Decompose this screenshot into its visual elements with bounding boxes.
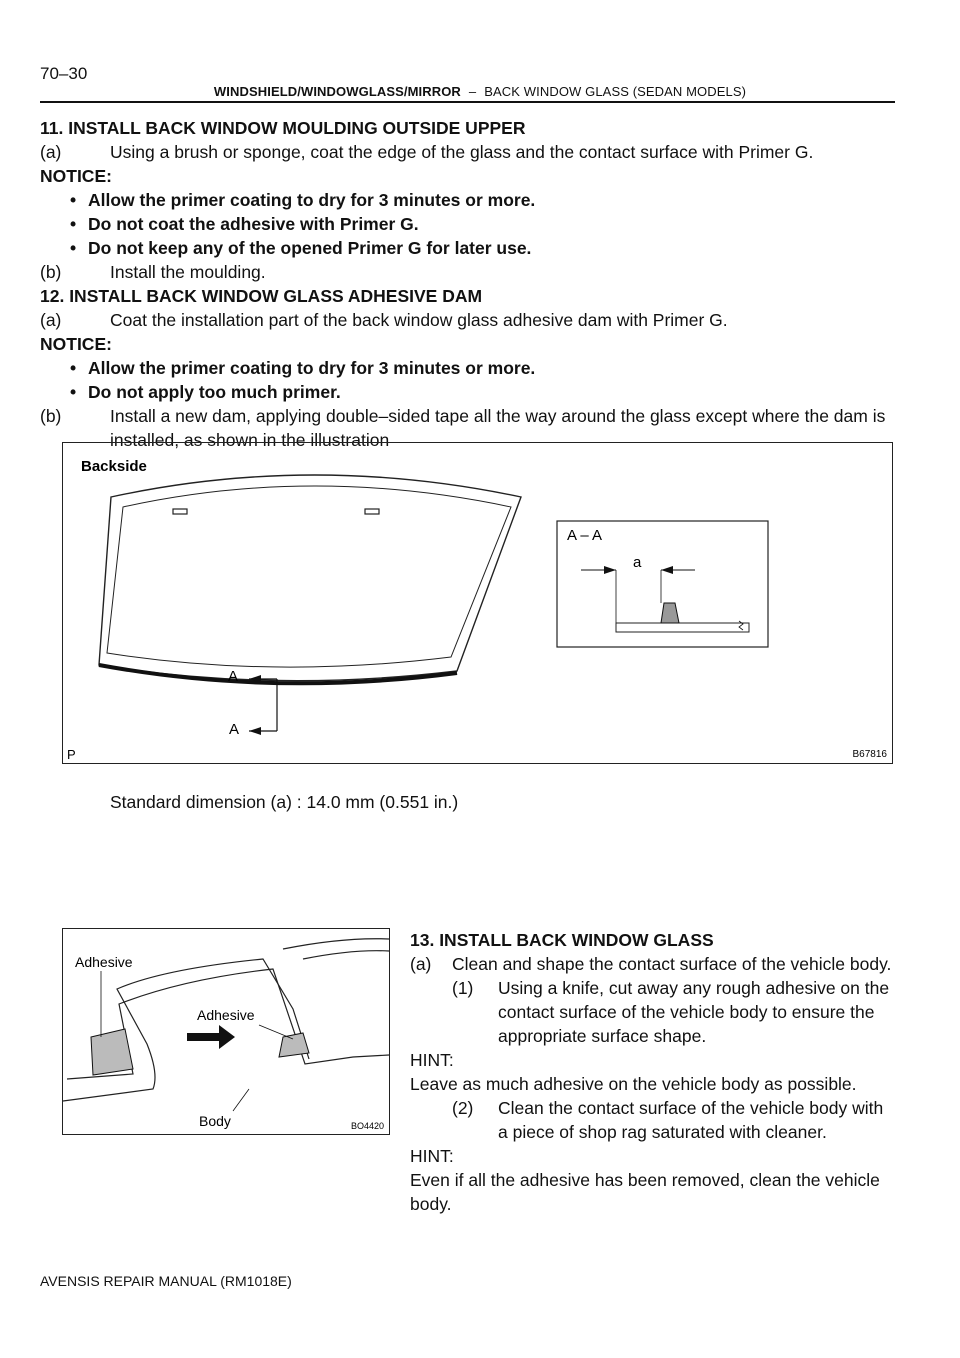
body-panel-top (283, 939, 389, 949)
figure-1-drawing (63, 443, 892, 763)
footer-manual: AVENSIS REPAIR MANUAL (RM1018E) (40, 1273, 292, 1289)
step-11b-label: (b) (40, 262, 62, 282)
hint-2-text-1: Even if all the adhesive has been removed, clean the vehicle (410, 1170, 880, 1190)
step-12a-label: (a) (40, 310, 62, 330)
label-a-top: A (228, 668, 239, 685)
step-13a-text: Clean and shape the contact surface of the vehicle body. (452, 954, 892, 974)
bullet: • (70, 238, 77, 258)
step-13a-2 (452, 1096, 883, 1120)
label-backside: Backside (81, 458, 147, 475)
header-separator: – (468, 84, 477, 99)
leader-adhesive-right (259, 1025, 293, 1039)
step-11-notice-1: • Allow the primer coating to dry for 3 minutes or more. (70, 190, 536, 210)
adhesive-right (279, 1033, 309, 1057)
hint-2-label: HINT: (410, 1146, 454, 1166)
body-panel-top-2 (303, 951, 389, 959)
hint-1-text: Leave as much adhesive on the vehicle body as possible. (410, 1074, 857, 1094)
header-rule (40, 101, 895, 103)
section-arrow-head-bottom (249, 727, 261, 735)
glass-inner-outline (107, 486, 511, 667)
step-12b (40, 404, 885, 428)
label-a-bottom: A (229, 721, 240, 738)
figure-1-code: B67816 (852, 749, 887, 760)
corner-mark: P (67, 747, 76, 762)
step-13a-1-text-1: Using a knife, cut away any rough adhesive on the (498, 978, 890, 998)
hint-2-text-2: body. (410, 1194, 452, 1214)
glass-section (616, 623, 749, 632)
figure-body-adhesive (62, 928, 390, 1135)
step-12b-text-2: installed, as shown in the illustration (110, 430, 390, 450)
step-11a (40, 140, 813, 164)
figure-2-code: BO4420 (351, 1121, 385, 1131)
step-13a-2-label: (2) (452, 1098, 474, 1118)
step-11b (40, 260, 266, 284)
header-subsection: BACK WINDOW GLASS (SEDAN MODELS) (484, 84, 747, 99)
step-11-notice-label: NOTICE: (40, 166, 112, 186)
step-11a-text: Using a brush or sponge, coat the edge of the glass and the contact surface with Primer G. (110, 142, 814, 162)
figure-2-drawing (63, 929, 389, 1134)
step-12a (40, 308, 728, 332)
step-13a-1-text-3: appropriate surface shape. (498, 1026, 707, 1046)
hint-1-label: HINT: (410, 1050, 454, 1070)
adhesive-left (91, 1029, 133, 1075)
label-adhesive-right: Adhesive (197, 1007, 255, 1023)
step-13a-2-text-1: Clean the contact surface of the vehicle body with (498, 1098, 884, 1118)
label-section-a-a: A – A (567, 527, 603, 544)
step-13a-2-text-2: a piece of shop rag saturated with cleaner. (498, 1122, 827, 1142)
bullet: • (70, 190, 77, 210)
step-13a-label: (a) (410, 954, 432, 974)
step-12-title: 12. INSTALL BACK WINDOW GLASS ADHESIVE DAM (40, 286, 483, 306)
step-13a-1-label: (1) (452, 978, 474, 998)
bullet: • (70, 214, 77, 234)
step-12b-label: (b) (40, 406, 62, 426)
label-dimension-a: a (633, 554, 642, 571)
direction-arrow (187, 1025, 235, 1049)
step-11-notice-2: • Do not coat the adhesive with Primer G. (70, 214, 419, 234)
header-section: WINDSHIELD/WINDOWGLASS/MIRROR (213, 84, 461, 99)
label-adhesive-left: Adhesive (75, 954, 133, 970)
step-13a-1-text-2: contact surface of the vehicle body to ensure the (498, 1002, 875, 1022)
step-11a-label: (a) (40, 142, 62, 162)
step-13-title: 13. INSTALL BACK WINDOW GLASS (410, 930, 714, 950)
leader-body (233, 1089, 249, 1111)
running-header (0, 84, 960, 99)
step-12-notice-2: • Do not apply too much primer. (70, 382, 341, 402)
clip-left (173, 509, 187, 514)
step-12a-text: Coat the installation part of the back window glass adhesive dam with Primer G. (110, 310, 728, 330)
step-12b-text-1: Install a new dam, applying double–sided tape all the way around the glass except where the dam is (110, 406, 886, 426)
figure-back-window-dam (62, 442, 893, 764)
step-11-notice-3: • Do not keep any of the opened Primer G for later use. (70, 238, 532, 258)
page-number: 70–30 (40, 64, 88, 83)
step-11b-text: Install the moulding. (110, 262, 266, 282)
step-13a-1 (452, 976, 889, 1000)
clip-right (365, 509, 379, 514)
bullet: • (70, 382, 77, 402)
label-body: Body (199, 1113, 231, 1129)
step-11-title: 11. INSTALL BACK WINDOW MOULDING OUTSIDE UPPER (40, 118, 526, 138)
glass-outer-outline (99, 475, 521, 681)
step-13a (410, 952, 891, 976)
bullet: • (70, 358, 77, 378)
standard-dimension: Standard dimension (a) : 14.0 mm (0.551 in.) (110, 792, 459, 812)
step-12-notice-1: • Allow the primer coating to dry for 3 minutes or more. (70, 358, 536, 378)
step-12-notice-label: NOTICE: (40, 334, 112, 354)
